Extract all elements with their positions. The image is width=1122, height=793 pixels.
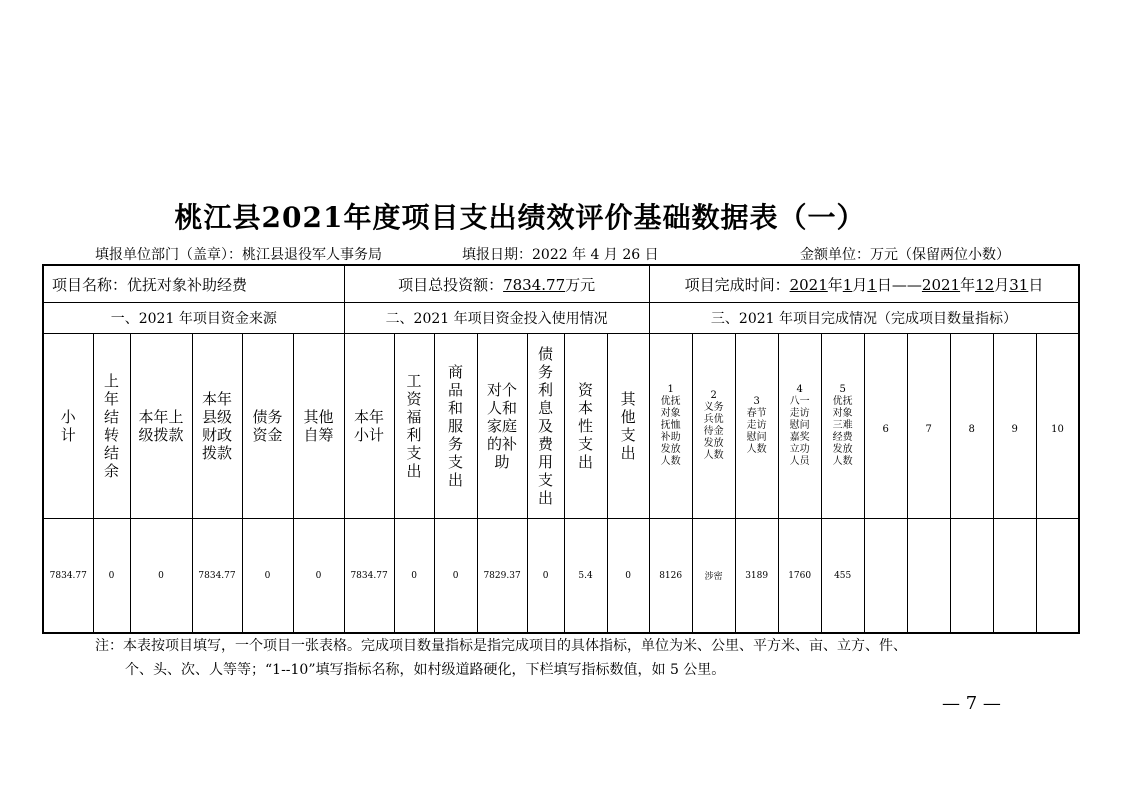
table-title: 桃江县2021年度项目支出绩效评价基础数据表（一）: [174, 201, 866, 234]
completion-header-label: 3 春节 走访 慰问 人数: [746, 396, 767, 455]
source-header-label: 债务 资金: [252, 408, 283, 444]
project-name-label: 项目名称：: [52, 275, 128, 294]
value-row: [43, 519, 1079, 634]
column-header-row: [43, 334, 1079, 519]
performance-data-table: [42, 264, 1080, 634]
month-char: 月: [994, 275, 1010, 294]
usage-value-3: 0: [434, 519, 477, 634]
completion-header-4: [778, 334, 821, 519]
usage-header-label: 债 务 利 息 及 费 用 支 出: [538, 345, 554, 507]
completion-value-1: 8126: [649, 519, 692, 634]
usage-value-4: 7829.37: [477, 519, 527, 634]
completion-header-label: 9: [1011, 423, 1018, 435]
end-month: 12: [975, 275, 995, 294]
source-header-4: [192, 334, 242, 519]
source-header-6: [293, 334, 344, 519]
completion-header-label: 1 优抚 对象 抚恤 补助 发放 人数: [660, 384, 681, 467]
usage-header-label: 商 品 和 服 务 支 出: [448, 363, 464, 489]
completion-header-3: [735, 334, 778, 519]
completion-value-9: [993, 519, 1036, 634]
usage-header-label: 工 资 福 利 支 出: [406, 372, 422, 480]
usage-value-1: 7834.77: [344, 519, 394, 634]
source-value-1: 7834.77: [43, 519, 93, 634]
completion-value-3: 3189: [735, 519, 778, 634]
section-completion: 三、2021 年项目完成情况（完成项目数量指标）: [649, 303, 1079, 334]
table-note: [95, 634, 1035, 682]
usage-header-label: 本年 小计: [354, 408, 385, 444]
completion-value-2: 涉密: [692, 519, 735, 634]
usage-value-2: 0: [394, 519, 434, 634]
usage-header-label: 对个 人和 家庭 的补 助: [487, 381, 518, 471]
page-number: — 7 —: [942, 693, 1001, 714]
completion-value-6: [864, 519, 907, 634]
end-day: 31: [1009, 275, 1029, 294]
completion-header-label: 8: [968, 423, 975, 435]
project-total-value: 7834.77: [503, 275, 566, 294]
source-value-4: 7834.77: [192, 519, 242, 634]
source-header-3: [130, 334, 192, 519]
section-funding-usage: 二、2021 年项目资金投入使用情况: [344, 303, 649, 334]
completion-header-label: 5 优抚 对象 三难 经费 发放 人数: [832, 384, 853, 467]
source-value-2: 0: [93, 519, 130, 634]
year-char: 年: [827, 275, 843, 294]
usage-header-1: [344, 334, 394, 519]
start-month: 1: [842, 275, 853, 294]
project-time-cell: [649, 265, 1079, 303]
completion-value-8: [950, 519, 993, 634]
project-time-label: 项目完成时间：: [684, 275, 790, 294]
source-header-2: [93, 334, 130, 519]
usage-header-2: [394, 334, 434, 519]
completion-header-10: [1036, 334, 1079, 519]
completion-header-label: 4 八一 走访 慰问 嘉奖 立功 人员: [789, 384, 810, 467]
usage-header-label: 资 本 性 支 出: [578, 381, 594, 471]
usage-value-5: 0: [527, 519, 564, 634]
note-line-1: 注：本表按项目填写，一个项目一张表格。完成项目数量指标是指完成项目的具体指标，单位为米、公里、平方米、亩、立方、件、: [95, 638, 907, 654]
completion-value-7: [907, 519, 950, 634]
project-name-value: 优抚对象补助经费: [127, 275, 248, 294]
completion-header-6: [864, 334, 907, 519]
completion-value-4: 1760: [778, 519, 821, 634]
source-value-5: 0: [242, 519, 293, 634]
completion-value-10: [1036, 519, 1079, 634]
end-year: 2021: [921, 275, 961, 294]
year-char: 年: [960, 275, 976, 294]
usage-header-6: [564, 334, 607, 519]
completion-header-label: 10: [1051, 423, 1064, 435]
source-header-label: 本年 县级 财政 拨款: [201, 390, 232, 462]
source-header-1: [43, 334, 93, 519]
reporting-date: 填报日期：2022 年 4 月 26 日: [462, 247, 659, 263]
usage-header-7: [607, 334, 649, 519]
source-header-label: 其他 自筹: [303, 408, 334, 444]
project-name-cell: [43, 265, 344, 303]
source-header-label: 小 计: [60, 408, 76, 444]
completion-header-label: 6: [882, 423, 889, 435]
start-day: 1: [867, 275, 877, 294]
source-header-label: 本年上 级拨款: [138, 408, 184, 444]
completion-header-2: [692, 334, 735, 519]
project-total-unit: 万元: [565, 275, 596, 294]
project-total-label: 项目总投资额：: [398, 275, 504, 294]
usage-value-7: 0: [607, 519, 649, 634]
time-separator: 日——: [876, 275, 922, 294]
reporting-unit: 填报单位部门（盖章）：桃江县退役军人事务局: [95, 247, 382, 263]
completion-header-9: [993, 334, 1036, 519]
amount-unit: 金额单位：万元（保留两位小数）: [800, 247, 1010, 263]
usage-header-4: [477, 334, 527, 519]
usage-header-5: [527, 334, 564, 519]
usage-value-6: 5.4: [564, 519, 607, 634]
project-total-cell: [344, 265, 649, 303]
completion-header-label: 2 义务 兵优 待金 发放 人数: [703, 390, 724, 461]
completion-header-5: [821, 334, 864, 519]
section-funding-source: 一、2021 年项目资金来源: [43, 303, 344, 334]
completion-header-label: 7: [925, 423, 932, 435]
month-char: 月: [852, 275, 868, 294]
usage-header-3: [434, 334, 477, 519]
source-header-5: [242, 334, 293, 519]
completion-header-7: [907, 334, 950, 519]
note-line-2: 个、头、次、人等等；“1--10”填写指标名称，如村级道路硬化，下栏填写指标数值，如 5 公里。: [125, 662, 726, 678]
usage-header-label: 其 他 支 出: [620, 390, 636, 462]
completion-header-8: [950, 334, 993, 519]
source-value-3: 0: [130, 519, 192, 634]
start-year: 2021: [789, 275, 828, 294]
completion-header-1: [649, 334, 692, 519]
completion-value-5: 455: [821, 519, 864, 634]
source-header-label: 上 年 结 转 结 余: [103, 372, 119, 480]
source-value-6: 0: [293, 519, 344, 634]
day-char: 日: [1028, 275, 1044, 294]
